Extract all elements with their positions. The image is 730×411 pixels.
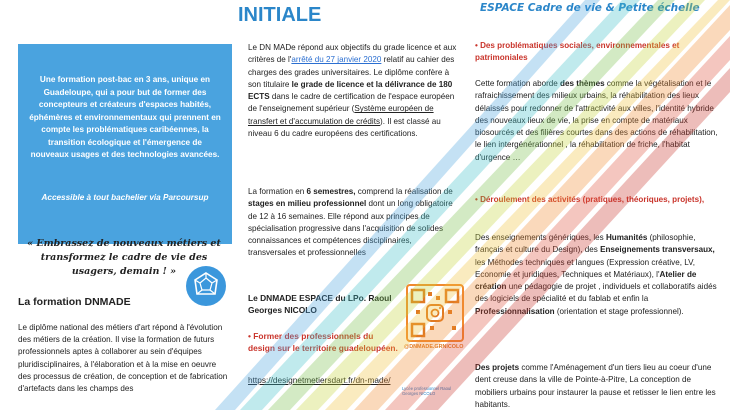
intro-text: Une formation post-bac en 3 ans, unique en Guadeloupe, qui a pour but de former des concepteurs et créateurs d'espaces habités, éphémères et environnementaux qui prennent en compte les problématiques caribéennes, la transition écologique et l'émergence de nouveaux usages et des technologies avancées. — [29, 75, 221, 159]
text: relatif au cahier des charges des grades universitaires. Le diplôme confère à son titulaire — [248, 55, 455, 89]
paragraph-grade — [248, 42, 458, 140]
qr-code-icon[interactable] — [406, 284, 464, 342]
text: ). Il est classé au niveau 6 du cadre européens des certifications. — [248, 116, 441, 139]
text: (orientation et stage professionnel). — [554, 306, 684, 316]
bold-text: Professionnalisation — [475, 306, 555, 316]
text: comme l'Aménagement d'un tiers lieu au coeur d'une dent creuse dans la ville de Pointe-à-Pitre, La conception de mobiliers urbains pour instaurer la pause et retisser le lien entre les habitants. — [475, 363, 716, 409]
bold-text: Atelier de création — [475, 269, 697, 292]
bold-text: le grade de licence et la délivrance de 180 ECTS — [248, 79, 453, 102]
quote: « Embrassez de nouveaux métiers et transformez le cadre de vie des usagers, demain ! » — [27, 238, 221, 277]
text: La formation en — [248, 187, 307, 196]
text: les Méthodes techniques et langues (Expression créative, LV, Economie et juridiques, Techniques et Matériaux), l' — [475, 257, 696, 279]
website-link[interactable]: https://designetmetiersdart.fr/dn-made/ — [248, 375, 391, 385]
text: comprend la réalisation de — [355, 187, 453, 196]
school-heading: Le DNMADE ESPACE du LPo. Raoul Georges NICOLO — [248, 293, 392, 315]
page-title: INITIALE — [238, 4, 322, 26]
paragraph-projets — [475, 362, 721, 411]
arrete-link[interactable]: arrêté du 27 janvier 2020 — [291, 55, 382, 65]
dodecahedron-icon — [186, 266, 226, 306]
text: dont un long obligatoire de 12 à 16 semaines. Elle répond aux principes de spécialisation progressive dans l'acquisition de solides connaissances et compétences disciplinaires, transversales et professionnelles — [248, 199, 453, 258]
text: dans le cadre de certification de l'espace européen de l'enseignement supérieur ( — [248, 92, 455, 114]
text: comme la végétalisation et le rafraichissement des milieux urbains, la réhabilitation des lieux délaissés pour redonner de l'attractivité aux villes, l'identité hybride des nouveaux lieux de vie, la prise en compte de matériaux biosourcés et des filières courtes dans des actions de réhabilitation, le lien intergénérationnel , la réhabilitation de friche, l'habitat d'urgence … — [475, 79, 718, 162]
section-title: La formation DNMADE — [18, 296, 131, 308]
text: (philosophie, français et culture du Design), des — [475, 233, 696, 255]
ects-link[interactable]: Système européen de transfert et d'accumulation de crédits — [248, 104, 434, 126]
text: Des enseignements génériques, les — [475, 233, 606, 242]
text: Cette formation aborde — [475, 79, 561, 88]
paragraph-themes — [475, 78, 721, 164]
bold-text: Des projets — [475, 363, 520, 372]
bold-text: Enseignements transversaux, — [600, 245, 715, 255]
text: une pédagogie de projet , individuels et collaboratifs aidés des logiciels de spécialité et du fablab et enfin la — [475, 282, 717, 304]
right-column — [472, 0, 724, 410]
access-text: Accessible à tout bachelier via Parcoursup — [41, 193, 209, 202]
column-heading: ESPACE Cadre de vie & Petite échelle — [480, 2, 700, 14]
text: Le DN MADe répond aux objectifs du grade licence et aux critères de l' — [248, 43, 457, 65]
instagram-handle: @DNMADE.GRNICOLO — [404, 344, 464, 350]
left-column — [0, 0, 232, 410]
bold-text: stages en milieu professionnel — [248, 199, 367, 209]
bold-text: des thèmes — [560, 79, 605, 88]
paragraph-enseignements — [475, 232, 721, 318]
middle-column — [238, 0, 466, 410]
goal-bullet: • Former des professionnels du design sur le territoire guadeloupéen. — [248, 331, 398, 353]
paragraph-semestres — [248, 186, 458, 260]
section-body: Le diplôme national des métiers d'art répond à l'évolution des métiers de la création. Il vise la formation de futurs professionnels aptes à collaborer au sein d'équipes pluridisciplinaires, à l'élaboration et à la mise en oeuvre des processus de création, de conception et de fabrication d'artefacts dans les champs des — [18, 323, 228, 394]
intro-box — [18, 44, 232, 244]
bold-text: Humanités — [605, 233, 648, 242]
bullet-problematiques: • Des problématiques sociales, environnementales et patrimoniales — [475, 41, 680, 63]
school-logo: Lycée professionnel Raoul Georges NICOLO — [402, 386, 452, 396]
bold-text: 6 semestres, — [306, 187, 356, 196]
bullet-deroulement: • Déroulement des activités (pratiques, théoriques, projets), — [475, 195, 705, 204]
